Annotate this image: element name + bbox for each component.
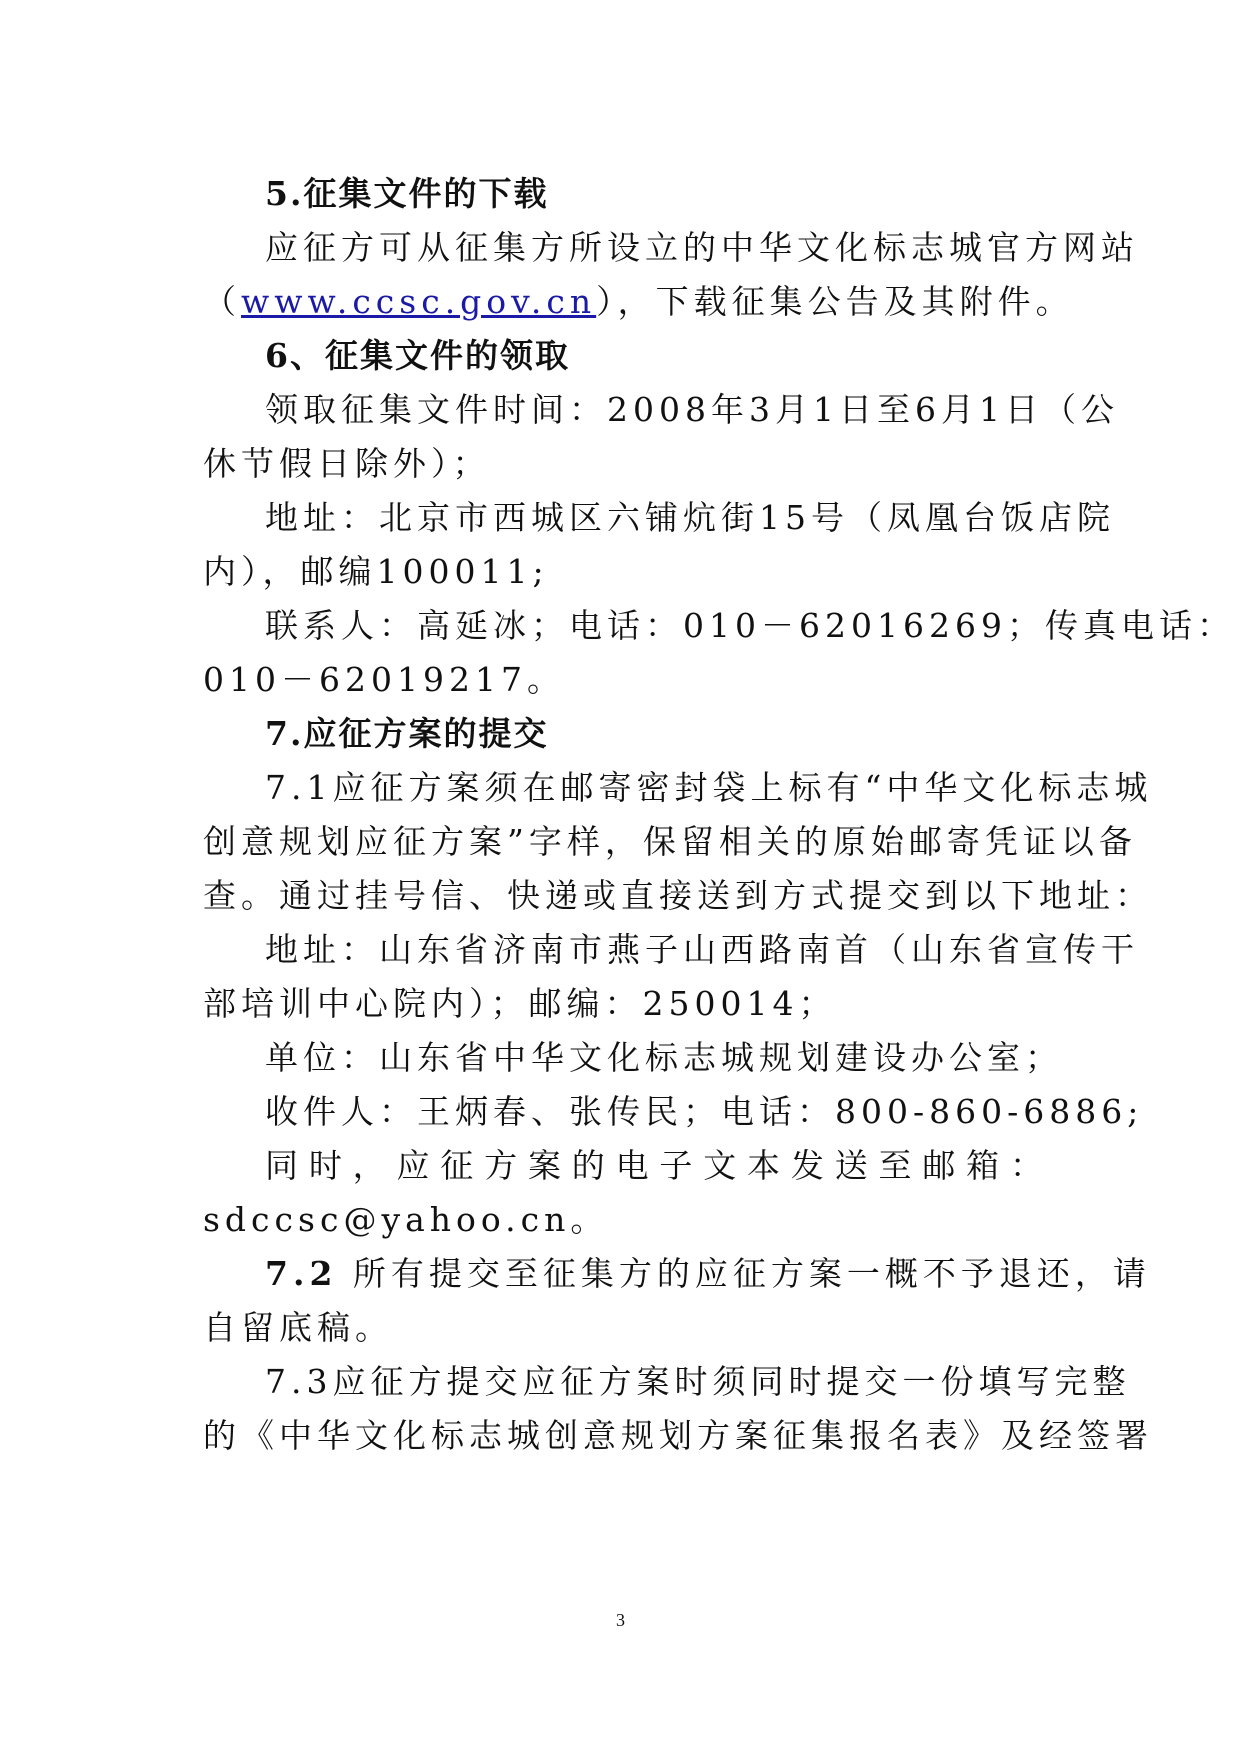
official-website-link[interactable]: www.ccsc.gov.cn [241, 282, 597, 321]
section-7-1-line-3: 查。通过挂号信、快递或直接送到方式提交到以下地址： [203, 876, 1153, 915]
section-7-email-line-2: sdccsc@yahoo.cn。 [203, 1200, 609, 1239]
section-7-address-line-2: 部培训中心院内）；邮编：250014； [203, 984, 837, 1023]
section-6-contact-line-2: 010－62019217。 [203, 660, 565, 699]
section-6-address-line-1: 地址：北京市西城区六铺炕街15号（凤凰台饭店院 [265, 498, 1115, 537]
section-7-3-line-2: 的《中华文化标志城创意规划方案征集报名表》及经签署 [203, 1416, 1153, 1455]
section-7-1-line-2: 创意规划应征方案”字样，保留相关的原始邮寄凭证以备 [203, 822, 1137, 861]
section-6-time-line-1: 领取征集文件时间：2008年3月1日至6月1日（公 [265, 390, 1119, 429]
section-6-address-line-2: 内），邮编100011; [203, 552, 549, 591]
section-7-2-line-1 [265, 1252, 1151, 1296]
open-paren: （ [203, 282, 241, 321]
section-6-contact-line-1: 联系人：高延冰；电话：010－62016269；传真电话： [265, 606, 1235, 645]
section-7-unit-line: 单位：山东省中华文化标志城规划建设办公室； [265, 1038, 1063, 1077]
section-7-2-number: 7.2 [265, 1254, 338, 1293]
section-7-email-line-1: 同时，应征方案的电子文本发送至邮箱： [265, 1146, 1043, 1185]
section-6-heading: 6、征集文件的领取 [265, 336, 570, 375]
section-7-address-line-1: 地址：山东省济南市燕子山西路南首（山东省宣传干 [265, 930, 1139, 969]
section-7-3-line-1: 7.3应征方提交应征方案时须同时提交一份填写完整 [265, 1362, 1131, 1401]
page-number: 3 [616, 1610, 625, 1630]
section-5-heading: 5.征集文件的下载 [265, 174, 549, 213]
section-5-paragraph-line-2 [203, 280, 1074, 324]
section-7-heading: 7.应征方案的提交 [265, 714, 549, 753]
section-6-time-line-2: 休节假日除外）； [203, 444, 491, 483]
section-7-recipient-line: 收件人：王炳春、张传民；电话：800-860-6886; [265, 1092, 1144, 1131]
section-7-1-line-1: 7.1应征方案须在邮寄密封袋上标有“中华文化标志城 [265, 768, 1153, 807]
section-7-2-text: 所有提交至征集方的应征方案一概不予退还，请 [337, 1254, 1151, 1293]
download-text: ），下载征集公告及其附件。 [596, 282, 1074, 321]
section-7-2-line-2: 自留底稿。 [203, 1308, 393, 1347]
section-5-paragraph-line-1: 应征方可从征集方所设立的中华文化标志城官方网站 [265, 228, 1139, 267]
